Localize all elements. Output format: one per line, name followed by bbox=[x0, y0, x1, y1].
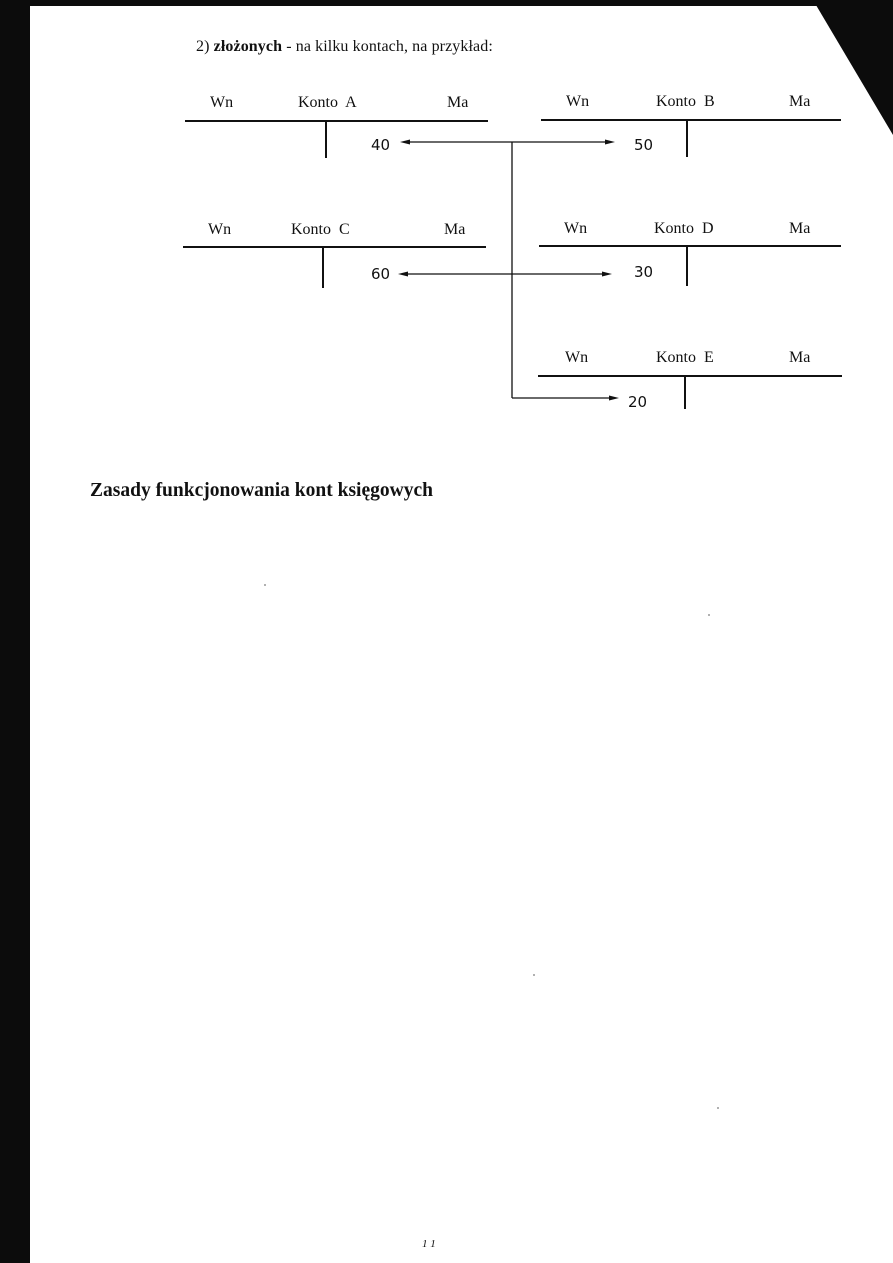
page-number: 1 1 bbox=[422, 1238, 436, 1250]
scan-speck bbox=[264, 584, 266, 586]
arrowhead-to-e bbox=[609, 396, 619, 401]
intro-bold-term: złożonych bbox=[213, 38, 283, 55]
account-b-name: Konto B bbox=[656, 93, 715, 110]
account-e-debit-label: Wn bbox=[565, 349, 589, 366]
account-a-credit-label: Ma bbox=[447, 94, 469, 111]
account-d-credit-label: Ma bbox=[789, 220, 811, 237]
account-c-debit-label: Wn bbox=[208, 221, 232, 238]
scan-speck bbox=[717, 1107, 719, 1109]
scan-speck bbox=[533, 974, 535, 976]
account-d-amount: 30 bbox=[634, 263, 654, 281]
account-a-name: Konto A bbox=[298, 94, 357, 111]
account-b-amount: 50 bbox=[634, 136, 654, 154]
section-heading: Zasady funkcjonowania kont księgowych bbox=[90, 480, 433, 501]
account-a-debit-label: Wn bbox=[210, 94, 234, 111]
arrowhead-to-b bbox=[605, 140, 615, 145]
account-e-amount: 20 bbox=[628, 393, 648, 411]
account-b-credit-label: Ma bbox=[789, 93, 811, 110]
account-e-name: Konto E bbox=[656, 349, 714, 366]
arrowhead-to-a bbox=[400, 140, 410, 145]
account-c-credit-label: Ma bbox=[444, 221, 466, 238]
scan-speck bbox=[708, 614, 710, 616]
account-b-debit-label: Wn bbox=[566, 93, 590, 110]
arrowhead-to-d bbox=[602, 272, 612, 277]
account-c-name: Konto C bbox=[291, 221, 350, 238]
account-c-amount: 60 bbox=[371, 265, 391, 283]
arrowhead-to-c bbox=[398, 272, 408, 277]
account-d-name: Konto D bbox=[654, 220, 714, 237]
account-e-credit-label: Ma bbox=[789, 349, 811, 366]
account-d-debit-label: Wn bbox=[564, 220, 588, 237]
intro-rest: - na kilku kontach, na przykład: bbox=[282, 38, 493, 55]
account-a-amount: 40 bbox=[371, 136, 391, 154]
intro-number: 2) bbox=[196, 38, 210, 55]
